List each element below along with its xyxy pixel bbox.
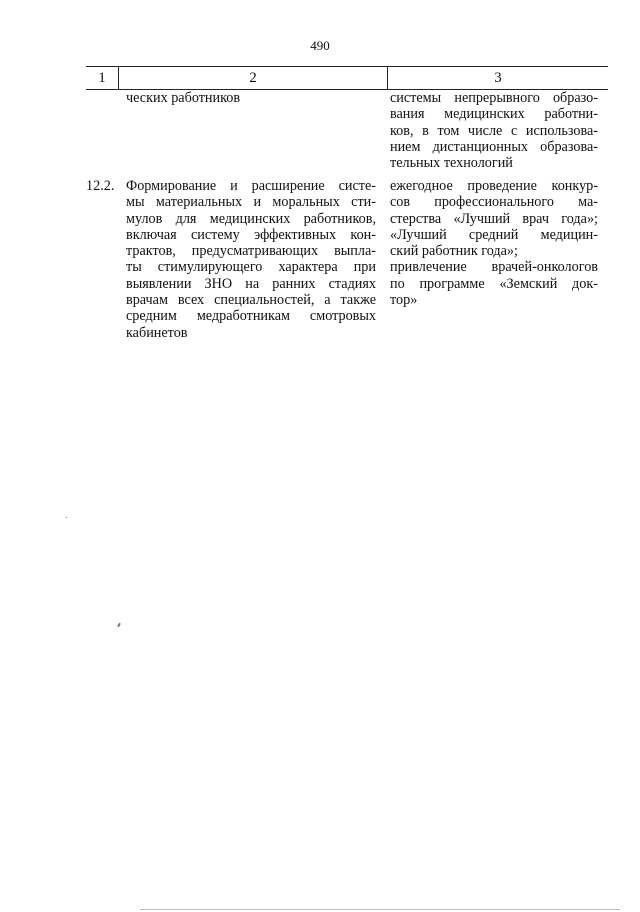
text-line: средним медработникам смотровых — [126, 308, 376, 325]
text-line: кабинетов — [126, 324, 188, 341]
header-cell-2: 2 — [249, 70, 257, 86]
text-line: ков, в том числе с использова- — [390, 122, 598, 139]
text-line: тельных технологий — [390, 155, 513, 172]
scan-edge-line — [140, 909, 620, 910]
text-line: ежегодное проведение конкур- — [390, 178, 598, 194]
text-line: Формирование и расширение систе- — [126, 178, 376, 194]
row-col3-text — [390, 178, 598, 308]
page-number: 490 — [310, 38, 330, 53]
text-line: «Лучший средний медицин- — [390, 226, 598, 243]
text-line: выявлении ЗНО на ранних стадиях — [126, 275, 376, 292]
scan-speck — [66, 517, 67, 518]
text-line: включая систему эффективных кон- — [126, 226, 376, 243]
text-line: врачам всех специальностей, а также — [126, 292, 376, 309]
text-line: ческих работников — [126, 90, 241, 106]
text-line: по программе «Земский док- — [390, 275, 598, 292]
text-line: мулов для медицинских работников, — [126, 210, 376, 227]
row-col2-text — [126, 90, 376, 106]
text-line: мы материальных и моральных сти- — [126, 194, 376, 211]
header-cell-3: 3 — [494, 70, 502, 86]
text-line: вания медицинских работни- — [390, 106, 598, 123]
header-cell-1: 1 — [98, 70, 106, 86]
text-line: привлечение врачей-онкологов — [390, 259, 598, 276]
text-line: нием дистанционных образова- — [390, 138, 598, 155]
text-line: ты стимулирующего характера при — [126, 259, 376, 276]
scan-speck — [117, 623, 121, 627]
text-line: сов профессионального ма- — [390, 194, 598, 211]
text-line: ский работник года»; — [390, 243, 518, 260]
row-col3-text — [390, 90, 598, 171]
text-line: тор» — [390, 292, 418, 309]
text-line: стерства «Лучший врач года»; — [390, 210, 598, 227]
text-line: системы непрерывного образо- — [390, 90, 598, 106]
row-col2-text — [126, 178, 376, 341]
text-line: трактов, предусматривающих выпла- — [126, 243, 376, 260]
table-header-row — [86, 66, 608, 90]
row-number: 12.2. — [86, 178, 115, 194]
